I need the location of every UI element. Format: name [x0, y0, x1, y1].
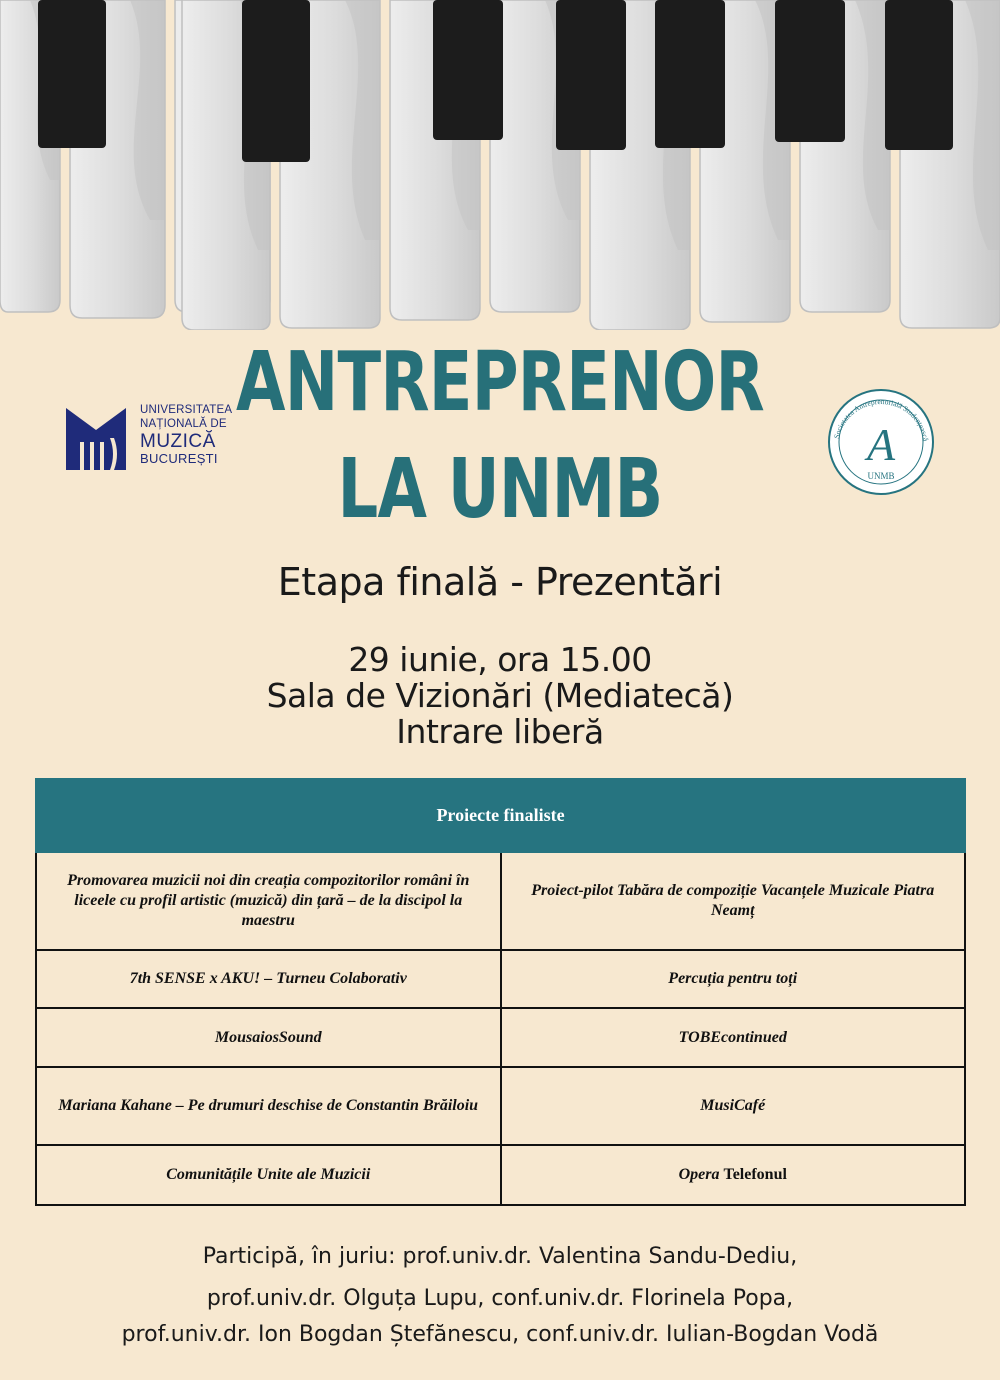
event-venue: Sala de Vizionări (Mediatecă): [266, 676, 734, 715]
table-row: [36, 852, 965, 950]
table-cell: 7th SENSE x AKU! – Turneu Colaborativ: [36, 950, 501, 1008]
logo-ring-text: Societatea Antreprenorială Studențească: [831, 396, 931, 442]
logo-caption: UNMB: [867, 471, 895, 481]
table-header: Proiecte finaliste: [36, 779, 965, 852]
logo-monogram: A: [866, 419, 896, 470]
table-header-row: [36, 779, 965, 852]
logo-line-3: MUZICĂ: [140, 431, 216, 452]
table-row: [36, 1067, 965, 1145]
logo-line-2: NAȚIONALĂ DE: [140, 417, 227, 430]
title-line-2: LA UNMB: [337, 442, 663, 537]
jury-line-2: prof.univ.dr. Olguța Lupu, conf.univ.dr. Florinela Popa,: [206, 1286, 794, 1311]
title-line-1: ANTREPRENOR: [235, 335, 764, 430]
table-cell: Promovarea muzicii noi din creația compozitorilor români în liceele cu profil artistic (muzică) din țară – de la discipol la maestru: [36, 852, 501, 950]
jury-line-3: prof.univ.dr. Ion Bogdan Ștefănescu, conf.univ.dr. Iulian-Bogdan Vodă: [121, 1322, 879, 1347]
table-row: [36, 950, 965, 1008]
piano-keys-illustration: [0, 0, 1000, 330]
table-cell: Proiect-pilot Tabăra de compoziție Vacanțele Muzicale Piatra Neamț: [501, 852, 966, 950]
logo-line-1: UNIVERSITATEA: [140, 404, 233, 416]
table-cell: MousaiosSound: [36, 1008, 501, 1067]
logo-line-4: BUCUREȘTI: [140, 451, 218, 466]
table-cell: [501, 1145, 966, 1205]
table-cell: Percuția pentru toți: [501, 950, 966, 1008]
table-cell: Mariana Kahane – Pe drumuri deschise de Constantin Brăiloiu: [36, 1067, 501, 1145]
table-row: [36, 1008, 965, 1067]
subtitle: Etapa finală - Prezentări: [277, 560, 723, 604]
table-cell: MusiCafé: [501, 1067, 966, 1145]
table-cell: Comunitățile Unite ale Muzicii: [36, 1145, 501, 1205]
table-cell-normal: Telefonul: [723, 1166, 787, 1183]
event-date-time: 29 iunie, ora 15.00: [348, 640, 652, 679]
table-row: [36, 1145, 965, 1205]
jury-line-1: Participă, în juriu: prof.univ.dr. Valentina Sandu-Dediu,: [202, 1244, 798, 1269]
event-entry: Intrare liberă: [396, 712, 604, 751]
finalists-table: [35, 778, 966, 1206]
table-cell: TOBEcontinued: [501, 1008, 966, 1067]
table-cell-italic: Opera: [678, 1166, 720, 1183]
